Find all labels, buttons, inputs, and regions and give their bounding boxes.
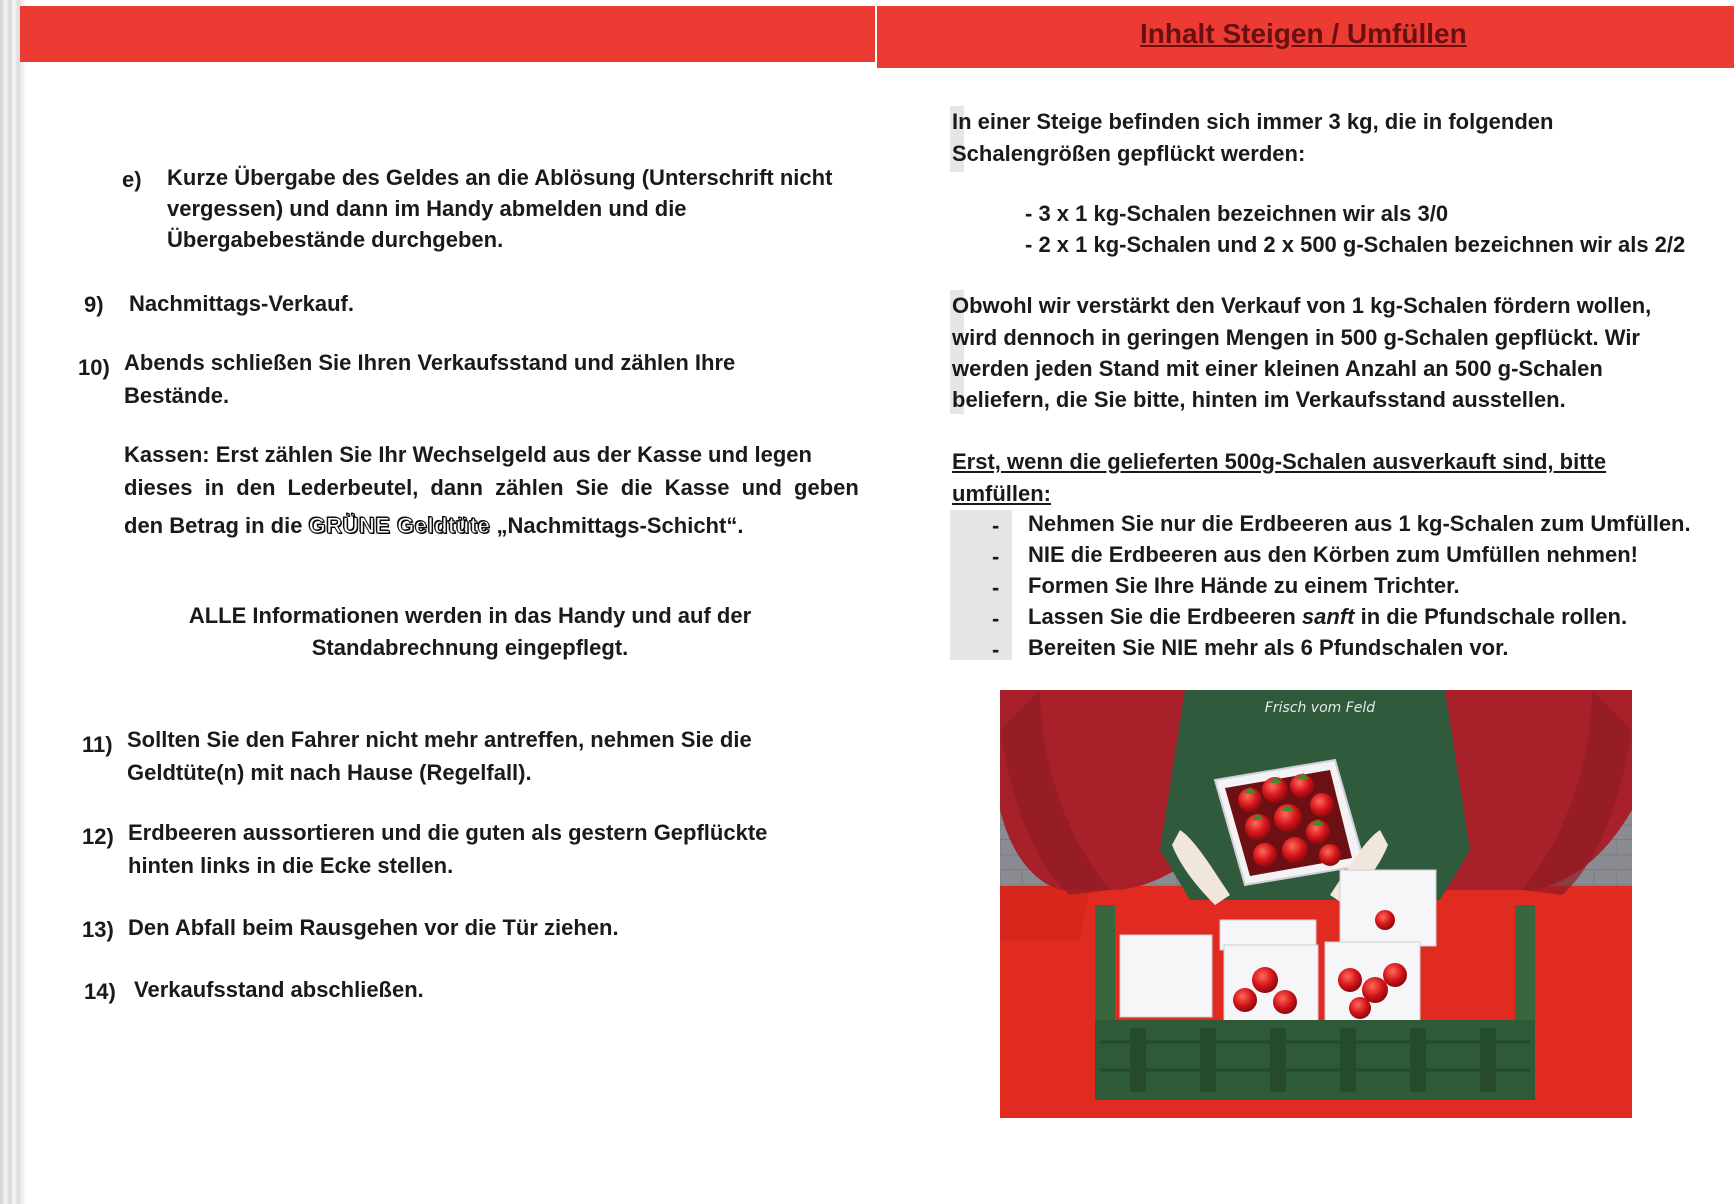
item-12-marker: 12)	[82, 824, 114, 849]
bullet-dash-4: -	[992, 606, 1000, 631]
item-10-marker: 10)	[78, 355, 110, 380]
size-option-1: - 3 x 1 kg-Schalen bezeichnen wir als 3/0	[1025, 201, 1449, 226]
para2-line3: werden jeden Stand mit einer kleinen Anzahl an 500 g-Schalen	[952, 356, 1603, 381]
item-9-marker: 9)	[84, 292, 104, 317]
kassen-line3-post: „Nachmittags-Schicht“.	[490, 513, 744, 538]
size-option-2: - 2 x 1 kg-Schalen und 2 x 500 g-Schalen bezeichnen wir als 2/2	[1025, 232, 1686, 257]
item-13-text: Den Abfall beim Rausgehen vor die Tür ziehen.	[128, 915, 619, 940]
bullet-3: Formen Sie Ihre Hände zu einem Trichter.	[1028, 573, 1460, 598]
item-e-line2: vergessen) und dann im Handy abmelden und die	[167, 196, 687, 221]
item-9-text: Nachmittags-Verkauf.	[129, 291, 354, 316]
item-11-line1: Sollten Sie den Fahrer nicht mehr antreffen, nehmen Sie die	[127, 727, 752, 752]
bullet-5-pre: Bereiten Sie	[1028, 635, 1162, 660]
bullet-2-emphasis: NIE	[1028, 542, 1065, 567]
intro-line2: Schalengrößen gepflückt werden:	[952, 141, 1306, 166]
kassen-line2: dieses in den Lederbeutel, dann zählen Sie die Kasse und geben	[124, 475, 859, 500]
photo-illustration	[1000, 690, 1632, 1118]
right-page-title: Inhalt Steigen / Umfüllen	[1140, 18, 1467, 49]
bullet-5	[1028, 632, 1509, 664]
bullet-1: Nehmen Sie nur die Erdbeeren aus 1 kg-Schalen zum Umfüllen.	[1028, 511, 1691, 536]
kassen-line3	[124, 510, 743, 542]
intro-line1: In einer Steige befinden sich immer 3 kg, die in folgenden	[952, 109, 1554, 134]
left-page-banner	[20, 6, 875, 62]
para2-line4: beliefern, die Sie bitte, hinten im Verkaufsstand ausstellen.	[952, 387, 1566, 412]
bullet-2	[1028, 539, 1638, 571]
para2-line1: Obwohl wir verstärkt den Verkauf von 1 kg-Schalen fördern wollen,	[952, 293, 1652, 318]
bullet-5-emphasis: NIE	[1161, 635, 1198, 660]
item-10-line2: Bestände.	[124, 383, 230, 408]
kassen-line1: Kassen: Erst zählen Sie Ihr Wechselgeld aus der Kasse und legen	[124, 442, 812, 467]
bullet-5-post: mehr als 6 Pfundschalen vor.	[1197, 635, 1509, 660]
bullet-2-rest: die Erdbeeren aus den Körben zum Umfüllen nehmen!	[1064, 542, 1638, 567]
item-e-line1: Kurze Übergabe des Geldes an die Ablösung (Unterschrift nicht	[167, 165, 833, 190]
binding-edge	[0, 0, 30, 1204]
bullet-4-post: in die Pfundschale rollen.	[1354, 604, 1628, 629]
item-10-line1: Abends schließen Sie Ihren Verkaufsstand und zählen Ihre	[124, 350, 736, 375]
para2-line2: wird dennoch in geringen Mengen in 500 g-Schalen gepflückt. Wir	[952, 325, 1640, 350]
green-bag-label: GRÜNE Geldtüte	[308, 513, 491, 538]
para3-line1: Erst, wenn die gelieferten 500g-Schalen ausverkauft sind, bitte	[952, 449, 1607, 474]
item-12-line2: hinten links in die Ecke stellen.	[128, 853, 454, 878]
item-14-text: Verkaufsstand abschließen.	[134, 977, 424, 1002]
item-12-line1: Erdbeeren aussortieren und die guten als gestern Gepflückte	[128, 820, 768, 845]
item-13-marker: 13)	[82, 917, 114, 942]
bullet-4-emphasis: sanft	[1301, 604, 1355, 629]
scan-shade-3	[950, 510, 1012, 660]
item-14-marker: 14)	[84, 979, 116, 1004]
bullet-dash-2: -	[992, 544, 1000, 569]
note-line1: ALLE Informationen werden in das Handy und auf der	[188, 603, 752, 628]
bullet-dash-1: -	[992, 513, 1000, 538]
bullet-dash-3: -	[992, 575, 1000, 600]
bullet-dash-5: -	[992, 637, 1000, 662]
item-11-marker: 11)	[82, 732, 113, 757]
item-e-line3: Übergabebestände durchgeben.	[167, 227, 504, 252]
bullet-4	[1028, 601, 1627, 633]
para3-line2: umfüllen:	[952, 481, 1051, 506]
apron-logo-text: Frisch vom Feld	[1264, 700, 1376, 716]
item-e-marker: e)	[122, 167, 142, 192]
kassen-line3-pre: den Betrag in die	[124, 513, 309, 538]
strawberry-photo	[1000, 690, 1632, 1118]
bullet-4-pre: Lassen Sie die Erdbeeren	[1028, 604, 1302, 629]
note-line2: Standabrechnung eingepflegt.	[311, 635, 629, 660]
item-11-line2: Geldtüte(n) mit nach Hause (Regelfall).	[127, 760, 532, 785]
